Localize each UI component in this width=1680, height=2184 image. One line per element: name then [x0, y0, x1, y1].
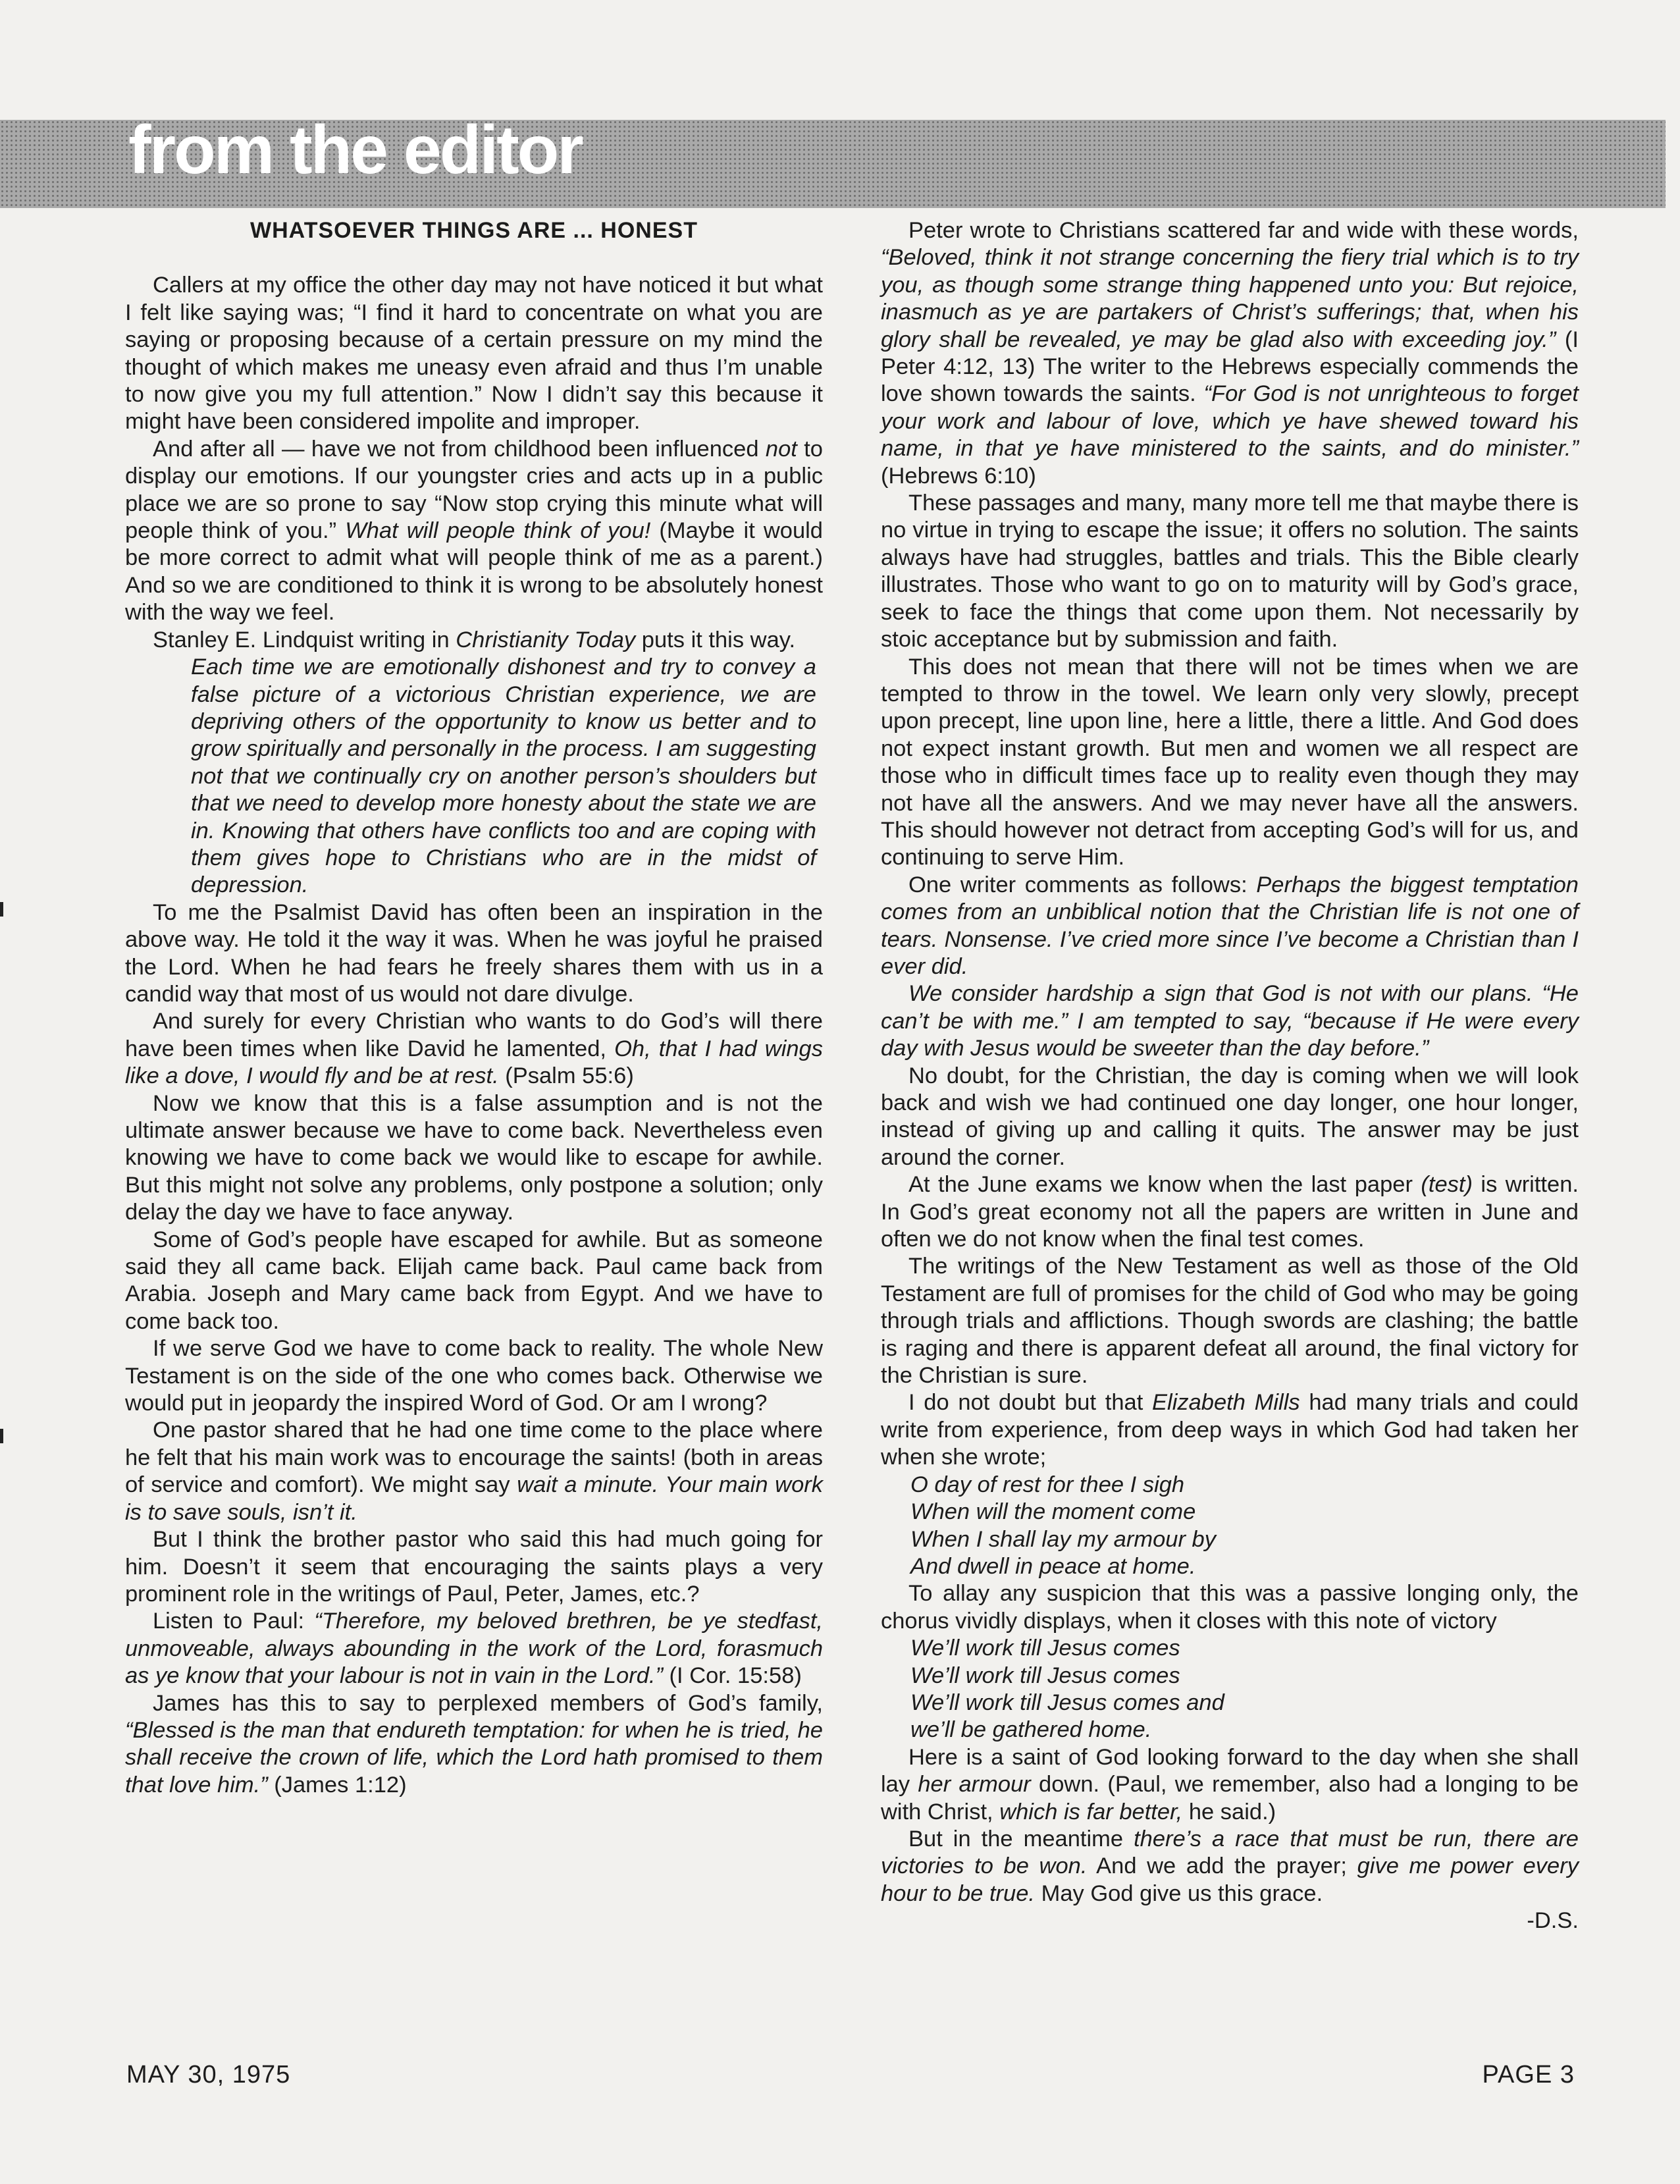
section-title: from the editor [128, 112, 582, 188]
issue-date: MAY 30, 1975 [126, 2061, 291, 2089]
paragraph: One pastor shared that he had one time come to the place where he felt that his main work was to encourage the saints! (both in areas of service and comfort). We might say wait a minute. Your main work is to save souls, isn’t it. [125, 1418, 823, 1525]
verse-line: O day of rest for thee I sigh [910, 1472, 1185, 1497]
paragraph: James has this to say to perplexed members of God’s family, “Blessed is the man that endureth temptation: for when he is tried, he shall receive the crown of life, which the Lord hath promised to them that love him.” (James 1:12) [125, 1690, 823, 1798]
paragraph: Stanley E. Lindquist writing in Christianity Today puts it this way. [153, 627, 796, 653]
paragraph: I do not doubt but that Elizabeth Mills had many trials and could write from experience, from deep ways in which God had taken her when she wrote; [881, 1390, 1579, 1470]
paragraph: Some of God’s people have escaped for awhile. But as someone said they all came back. Elijah came back. Paul came back from Arabia. Joseph and Mary came back from Egypt. And we have to come back too. [125, 1227, 823, 1334]
paragraph: Listen to Paul: “Therefore, my beloved brethren, be ye stedfast, unmoveable, always abounding in the work of the Lord, forasmuch as ye know that your labour is not in vain in the Lord.” (I Cor. 15:58) [125, 1609, 823, 1689]
verse-line: We’ll work till Jesus comes [910, 1636, 1180, 1661]
paragraph: This does not mean that there will not be times when we are tempted to throw in the towel. We learn only very slowly, precept upon precept, line upon line, here a little, there a little. And God does not expect instant growth. But men and women we all respect are those who in difficult times face up to reality even though they may not have all the answers. And we may never have all the answers. This should however not detract from accepting God’s will for us, and continuing to serve Him. [881, 654, 1579, 870]
right-column [881, 217, 1579, 1935]
scan-edge-mark [0, 902, 3, 917]
hymn-verse [881, 1472, 1579, 1581]
verse-line: And dwell in peace at home. [910, 1553, 1196, 1579]
verse-line: We’ll work till Jesus comes [910, 1663, 1180, 1688]
block-quote: Each time we are emotionally dishonest and try to convey a false picture of a victorious Christian experience, we are depriving others of the opportunity to know us better and to grow spiritually and personally in the process. I am suggesting not that we continually cry on another person’s shoulders but that we need to develop more honesty about the state we are in. Knowing that others have conflicts too and are coping with them gives hope to Christians who are in the midst of depression. [191, 654, 816, 898]
verse-line: When will the moment come [910, 1499, 1196, 1525]
verse-line: When I shall lay my armour by [910, 1526, 1216, 1552]
scan-edge-mark [0, 1429, 3, 1443]
paragraph: The writings of the New Testament as well as those of the Old Testament are full of promises for the child of God who may be going through trials and afflictions. Though swords are clashing; the battle is raging and there is apparent defeat all around, the final victory for the Christian is sure. [881, 1254, 1579, 1389]
paragraph: One writer comments as follows: Perhaps the biggest temptation comes from an unbiblical notion that the Christian life is not one of tears. Nonsense. I’ve cried more since I’ve become a Christian than I ever did. [881, 872, 1579, 979]
verse-line: We’ll work till Jesus comes and [910, 1690, 1224, 1715]
paragraph: To allay any suspicion that this was a passive longing only, the chorus vividly displays, when it closes with this note of victory [881, 1581, 1579, 1634]
page-number: PAGE 3 [1482, 2061, 1575, 2089]
chorus-verse [881, 1635, 1579, 1744]
paragraph: But in the meantime there’s a race that must be run, there are victories to be won. And we add the prayer; give me power every hour to be true. May God give us this grace. [881, 1826, 1579, 1906]
paragraph: We consider hardship a sign that God is not with our plans. “He can’t be with me.” I am tempted to say, “because if He were every day with Jesus would be sweeter than the day before.” [881, 981, 1579, 1061]
paragraph: These passages and many, many more tell me that maybe there is no virtue in trying to escape the issue; it offers no solution. The saints always have had struggles, battles and trials. This the Bible clearly illustrates. Those who want to go on to maturity will by God’s grace, seek to face the things that come upon them. Not necessarily by stoic acceptance but by submission and faith. [881, 491, 1579, 653]
verse-line: we’ll be gathered home. [910, 1717, 1152, 1743]
paragraph: Now we know that this is a false assumption and is not the ultimate answer because we have to come back. Nevertheless even knowing we have to come back we would like to escape for awhile. But this might not solve any problems, only postpone a solution; only delay the day we have to face anyway. [125, 1090, 823, 1225]
paragraph: If we serve God we have to come back to reality. The whole New Testament is on the side of the one who comes back. Otherwise we would put in jeopardy the inspired Word of God. Or am I wrong? [125, 1336, 823, 1416]
paragraph: Peter wrote to Christians scattered far and wide with these words, “Beloved, think it not strange concerning the fiery trial which is to try you, as though some strange thing happened unto you: But rejoice, inasmuch as ye are partakers of Christ’s sufferings; that, when his glory shall be revealed, ye may be glad also with exceeding joy.” (I Peter 4:12, 13) The writer to the Hebrews especially commends the love shown towards the saints. “For God is not unrighteous to forget your work and labour of love, which ye have shewed toward his name, in that ye have ministered to the saints, and do minister.” (Hebrews 6:10) [881, 218, 1579, 489]
paragraph: But I think the brother pastor who said this had much going for him. Doesn’t it seem that encouraging the saints plays a very prominent role in the writings of Paul, Peter, James, etc.? [125, 1527, 823, 1607]
article-heading: WHATSOEVER THINGS ARE ... HONEST [250, 218, 698, 243]
paragraph: No doubt, for the Christian, the day is coming when we will look back and wish we had continued one day longer, one hour longer, instead of giving up and calling it quits. The answer may be just around the corner. [881, 1063, 1579, 1170]
left-column [125, 217, 823, 1799]
paragraph: And surely for every Christian who wants to do God’s will there have been times when like David he lamented, Oh, that I had wings like a dove, I would fly and be at rest. (Psalm 55:6) [125, 1009, 823, 1089]
paragraph: Here is a saint of God looking forward to the day when she shall lay her armour down. (Paul, we remember, also had a longing to be with Christ, which is far better, he said.) [881, 1744, 1579, 1824]
paragraph: And after all — have we not from childhood been influenced not to display our emotions. If our youngster cries and acts up in a public place we are so prone to say “Now stop crying this minute what will people think of you.” What will people think of you! (Maybe it would be more correct to admit what will people think of me as a parent.) And so we are conditioned to think it is wrong to be absolutely honest with the way we feel. [125, 436, 823, 626]
paragraph: Callers at my office the other day may not have noticed it but what I felt like saying was; “I find it hard to concentrate on what you are saying or proposing because of a certain pressure on my mind the thought of which makes me uneasy even afraid and thus I’m unable to now give you my full attention.” Now I didn’t say this because it might have been considered impolite and improper. [125, 273, 823, 435]
paragraph: At the June exams we know when the last paper (test) is written. In God’s great economy not all the papers are written in June and often we do not know when the final test comes. [881, 1172, 1579, 1252]
paragraph: To me the Psalmist David has often been an inspiration in the above way. He told it the way it was. When he was joyful he praised the Lord. When he had fears he freely shares them with us in a candid way that most of us would not dare divulge. [125, 899, 823, 1007]
signature: -D.S. [1527, 1908, 1579, 1934]
